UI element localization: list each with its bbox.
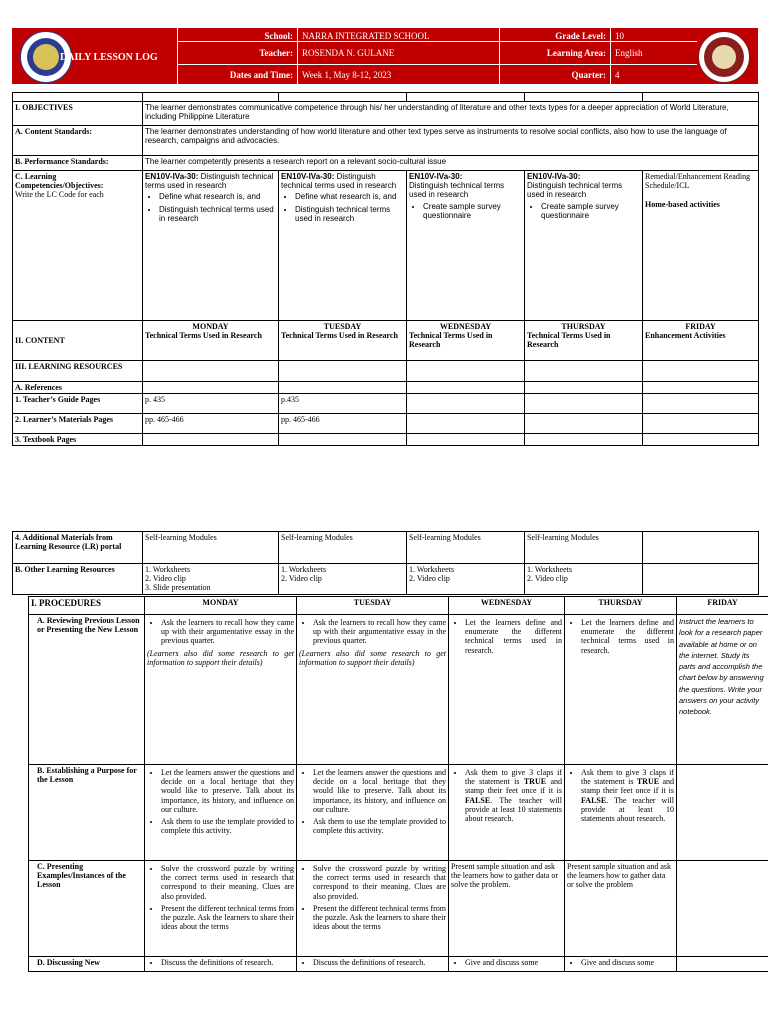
grade-value: 10 [615, 31, 624, 41]
olr-thursday: 1. Worksheets 2. Video clip [525, 564, 643, 595]
olr-tuesday: 1. Worksheets 2. Video clip [279, 564, 407, 595]
lc-tuesday: EN10V-IVa-30: Distinguish technical terms used in research • Define what research is, and • Distinguish technical terms used in research [279, 171, 407, 321]
content-standards-label: A. Content Standards: [13, 126, 143, 156]
content-standards-text: The learner demonstrates understanding of how world literature and other text types serve as instruments to resolve social conflicts, also how to use the language of research, campaigns and advocacies. [143, 126, 759, 156]
references-label: A. References [13, 382, 143, 394]
olr-monday: 1. Worksheets 2. Video clip 3. Slide presentation [143, 564, 279, 595]
learning-competencies-label: C. Learning Competencies/Objectives: [15, 172, 104, 191]
objectives-label: I. OBJECTIVES [13, 102, 143, 126]
discussing-new-label: D. Discussing New [29, 957, 145, 972]
learning-competencies-sub: Write the LC Code for each [15, 190, 104, 200]
proc-head-tuesday: TUESDAY [297, 597, 449, 615]
performance-standards-text: The learner competently presents a research report on a relevant socio-cultural issue [143, 156, 759, 171]
quarter-value: 4 [615, 70, 620, 80]
examples-wednesday: Present sample situation and ask the learners how to gather data or solve the problem. [449, 861, 565, 957]
content-wednesday: WEDNESDAY Technical Terms Used in Research [407, 321, 525, 361]
discussing-thursday: • Give and discuss some [565, 957, 677, 972]
school-label: School: [264, 31, 293, 41]
lc-friday: Remedial/Enhancement Reading Schedule/ICL Home-based activities [643, 171, 759, 321]
teachers-guide-label: 1. Teacher’s Guide Pages [13, 394, 143, 414]
procedures-label: I. PROCEDURES [29, 597, 145, 615]
lm-monday: pp. 465-466 [143, 414, 279, 434]
additional-materials-label: 4. Additional Materials from Learning Resource (LR) portal [13, 532, 143, 564]
reviewing-lesson-label: A. Reviewing Previous Lesson or Presenting the New Lesson [29, 615, 145, 765]
area-label: Learning Area: [546, 48, 606, 58]
content-monday: MONDAY Technical Terms Used in Research [143, 321, 279, 361]
am-tuesday: Self-learning Modules [279, 532, 407, 564]
quarter-label: Quarter: [571, 70, 606, 80]
school-name: NARRA INTEGRATED SCHOOL [302, 31, 430, 41]
lm-tuesday: pp. 465-466 [279, 414, 407, 434]
olr-wednesday: 1. Worksheets 2. Video clip [407, 564, 525, 595]
discussing-tuesday: • Discuss the definitions of research. [297, 957, 449, 972]
learning-resources-label: III. LEARNING RESOURCES [13, 361, 143, 382]
objectives-text: The learner demonstrates communicative competence through his/ her understanding of literature and other texts types for a deeper appreciation of World Literature, including Philippine Literature [143, 102, 759, 126]
grade-label: Grade Level: [555, 31, 606, 41]
presenting-examples-label: C. Presenting Examples/Instances of the Lesson [29, 861, 145, 957]
purpose-label: B. Establishing a Purpose for the Lesson [29, 765, 145, 861]
purpose-thursday: • Ask them to give 3 claps if the statement is TRUE and stamp their feet once if it is FALSE. The teacher will provide at least 10 statements about research. [565, 765, 677, 861]
reviewing-wednesday: • Let the learners define and enumerate the different technical terms used in research. [449, 615, 565, 765]
lc-thursday: EN10V-IVa-30: Distinguish technical terms used in research • Create sample survey questionnaire [525, 171, 643, 321]
examples-monday: • Solve the crossword puzzle by writing the correct terms used in research that correspond to their meaning. Clues are also provided. • Present the different technical terms from the puzzle. Ask the learners to share their ideas about the terms [145, 861, 297, 957]
content-friday: FRIDAY Enhancement Activities [643, 321, 759, 361]
purpose-tuesday: • Let the learners answer the questions and decide on a local heritage that they would like to preserve. Talk about its importance, its history, and influence on our culture. • Ask them to use the template provided to complete this activity. [297, 765, 449, 861]
reviewing-tuesday: • Ask the learners to recall how they came up with their argumentative essay in the previous quarter. (Learners also did some research to get information to support their details) [297, 615, 449, 765]
teacher-label: Teacher: [259, 48, 293, 58]
reviewing-friday: Instruct the learners to look for a research paper available at home or on the internet. Study its parts and accomplish the chart below by answering the questions. Write your answers on your activity notebook. [677, 615, 768, 765]
reviewing-thursday: • Let the learners define and enumerate the different technical terms used in research. [565, 615, 677, 765]
school-seal-logo [698, 31, 750, 83]
content-thursday: THURSDAY Technical Terms Used in Research [525, 321, 643, 361]
textbook-pages-label: 3. Textbook Pages [13, 434, 143, 446]
area-value: English [615, 48, 643, 58]
discussing-wednesday: • Give and discuss some [449, 957, 565, 972]
examples-thursday: Present sample situation and ask the learners how to gather data or solve the problem [565, 861, 677, 957]
tg-tuesday: p.435 [279, 394, 407, 414]
examples-tuesday: • Solve the crossword puzzle by writing the correct terms used in research that correspond to their meaning. Clues are also provided. • Present the different technical terms from the puzzle. Ask the learners to share their ideas about the terms [297, 861, 449, 957]
daily-lesson-log-title: DAILY LESSON LOG [60, 52, 158, 63]
am-wednesday: Self-learning Modules [407, 532, 525, 564]
content-tuesday: TUESDAY Technical Terms Used in Research [279, 321, 407, 361]
dates-value: Week 1, May 8-12, 2023 [302, 70, 392, 80]
lesson-log-table-page1 [12, 92, 759, 446]
tg-monday: p. 435 [143, 394, 279, 414]
lesson-log-header [12, 28, 758, 84]
proc-head-monday: MONDAY [145, 597, 297, 615]
purpose-wednesday: • Ask them to give 3 claps if the statement is TRUE and stamp their feet once if it is FALSE. The teacher will provide at least 10 statements about research. [449, 765, 565, 861]
performance-standards-label: B. Performance Standards: [13, 156, 143, 171]
lc-wednesday: EN10V-IVa-30: Distinguish technical terms used in research • Create sample survey questionnaire [407, 171, 525, 321]
reviewing-monday: • Ask the learners to recall how they came up with their argumentative essay in the previous quarter. (Learners also did some research to get information to support their details) [145, 615, 297, 765]
lesson-log-table-procedures [28, 596, 768, 972]
learners-materials-label: 2. Learner’s Materials Pages [13, 414, 143, 434]
proc-head-wednesday: WEDNESDAY [449, 597, 565, 615]
teacher-name: ROSENDA N. GULANE [302, 48, 395, 58]
lc-monday: EN10V-IVa-30: Distinguish technical terms used in research • Define what research is, and • Distinguish technical terms used in research [143, 171, 279, 321]
content-label: II. CONTENT [13, 321, 143, 361]
lesson-log-table-page2-resources [12, 531, 759, 595]
discussing-monday: • Discuss the definitions of research. [145, 957, 297, 972]
am-thursday: Self-learning Modules [525, 532, 643, 564]
proc-head-friday: FRIDAY [677, 597, 768, 615]
dates-label: Dates and Time: [229, 70, 293, 80]
purpose-monday: • Let the learners answer the questions and decide on a local heritage that they would like to preserve. Talk about its importance, its history, and influence on our culture. • Ask them to use the template provided to complete this activity. [145, 765, 297, 861]
proc-head-thursday: THURSDAY [565, 597, 677, 615]
am-monday: Self-learning Modules [143, 532, 279, 564]
other-resources-label: B. Other Learning Resources [13, 564, 143, 595]
